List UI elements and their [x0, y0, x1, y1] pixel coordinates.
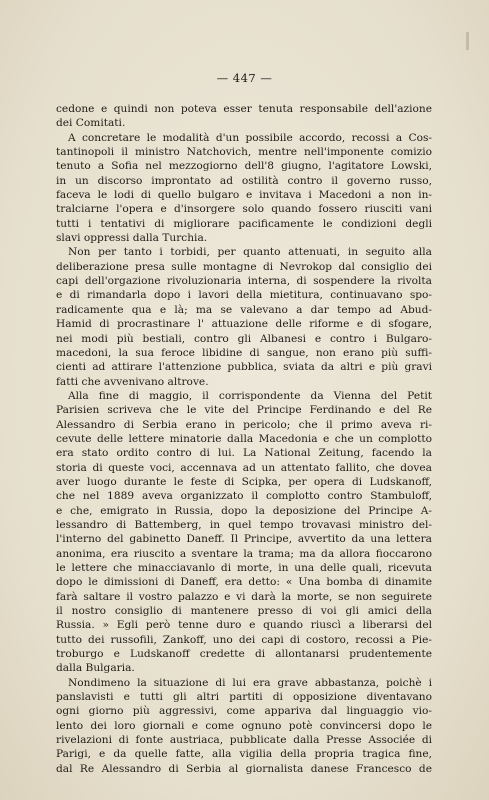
- page-edge-mark: [466, 32, 469, 50]
- text-line: macedoni, la sua feroce libidine di sangue, non erano più suffi-: [56, 346, 432, 359]
- text-line: Parisien scriveva che le vite del Principe Ferdinando e del Re: [56, 404, 432, 417]
- text-line: Non per tanto i torbidi, per quanto attenuati, in seguito alla: [68, 246, 432, 259]
- text-line: e che, emigrato in Russia, dopo la deposizione del Principe A-: [56, 504, 432, 517]
- text-line: in un discorso improntato ad ostilità contro il governo russo,: [56, 174, 432, 187]
- text-line: dal Re Alessandro di Serbia al giornalista danese Francesco de: [56, 762, 432, 775]
- text-line: cevute delle lettere minatorie dalla Macedonia e che un complotto: [56, 432, 432, 445]
- text-line: A concretare le modalità d'un possibile accordo, recossi a Cos-: [68, 131, 432, 144]
- text-line: tralciarne l'opera e d'insorgere solo quando fossero riusciti vani: [56, 203, 432, 216]
- text-line: dalla Bulgaria.: [56, 662, 135, 675]
- text-line: Alla fine di maggio, il corrispondente da Vienna del Petit: [68, 389, 432, 402]
- text-line: capi dell'orgazione rivoluzionaria interna, di sospendere la rivolta: [56, 275, 432, 288]
- text-line: lessandro di Battemberg, in quel tempo trovavasi ministro del-: [56, 518, 432, 531]
- text-line: Russia. » Egli però tenne duro e quando riuscì a liberarsi del: [56, 619, 432, 632]
- text-line: era stato ordito contro di lui. La National Zeitung, facendo la: [56, 447, 432, 460]
- body-text: [56, 102, 432, 776]
- text-line: aver luogo durante le feste di Scipka, per opera di Ludskanoff,: [56, 475, 432, 488]
- text-line: il nostro consiglio di mantenere presso di voi gli amici della: [56, 605, 432, 618]
- text-line: faceva le lodi di quello bulgaro e invitava i Macedoni a non in-: [56, 189, 432, 202]
- text-line: rivelazioni di fonte austriaca, pubblicate dalla Presse Associée di: [56, 734, 432, 747]
- text-line: Nondimeno la situazione di lui era grave abbastanza, poichè i: [68, 676, 432, 689]
- text-line: farà saltare il vostro palazzo e vi darà la morte, se non seguirete: [56, 590, 432, 603]
- text-line: nei modi più bestiali, contro gli Albanesi e contro i Bulgaro-: [56, 332, 432, 345]
- text-line: lento dei loro giornali e come ognuno potè convincersi dopo le: [56, 719, 432, 732]
- text-line: panslavisti e tutti gli altri partiti di opposizione diventavano: [56, 691, 432, 704]
- text-line: cedone e quindi non poteva esser tenuta responsabile dell'azione: [56, 103, 432, 115]
- text-line: dei Comitati.: [56, 117, 126, 130]
- text-line: tutto dei russofili, Zankoff, uno dei capi di costoro, recossi a Pie-: [56, 633, 432, 646]
- text-line: ogni giorno più aggressivi, come appariva dal linguaggio vio-: [56, 705, 432, 718]
- text-line: deliberazione presa sulle montagne di Nevrokop dal consiglio dei: [56, 260, 432, 273]
- text-line: Parigi, e da quelle fatte, alla vigilia della propria tragica fine,: [56, 748, 432, 761]
- text-line: e di rimandarla dopo i lavori della mietitura, continuavano spo-: [56, 289, 432, 302]
- text-line: tutti i tentativi di migliorare pacificamente le condizioni degli: [56, 217, 432, 230]
- text-line: che nel 1889 aveva organizzato il complotto contro Stambuloff,: [56, 490, 432, 503]
- text-line: cienti ad attirare l'attenzione pubblica, sviata da altri e più gravi: [56, 361, 432, 374]
- text-line: slavi oppressi dalla Turchia.: [56, 232, 208, 245]
- text-line: Alessandro di Serbia erano in pericolo; che il primo aveva ri-: [56, 418, 432, 431]
- text-line: fatti che avvenivano altrove.: [56, 375, 209, 388]
- text-line: dopo le dimissioni di Daneff, era detto: « Una bomba di dinamite: [56, 576, 432, 589]
- text-line: anonima, era riuscito a sventare la trama; ma da allora fioccarono: [56, 547, 432, 560]
- page-number: — 447 —: [216, 71, 273, 85]
- text-line: tantinopoli il ministro Natchovich, mentre nell'imponente comizio: [56, 146, 432, 159]
- text-line: tenuto a Sofia nel mezzogiorno dell'8 giugno, l'agitatore Lowski,: [56, 160, 432, 173]
- text-line: radicamente qua e là; ma se valevano a dar tempo ad Abud-: [56, 303, 432, 316]
- text-line: Hamid di procrastinare l' attuazione delle riforme e di sfogare,: [56, 318, 432, 331]
- text-line: storia di queste voci, accennava ad un attentato fallito, che doveа: [56, 461, 432, 474]
- text-line: l'interno del gabinetto Daneff. Il Principe, avvertito da una lettera: [56, 533, 432, 546]
- text-line: troburgo e Ludskanoff credette di allontanarsi prudentemente: [56, 648, 432, 661]
- text-line: le lettere che minacciavanlo di morte, in una delle quali, ricevuta: [56, 562, 432, 574]
